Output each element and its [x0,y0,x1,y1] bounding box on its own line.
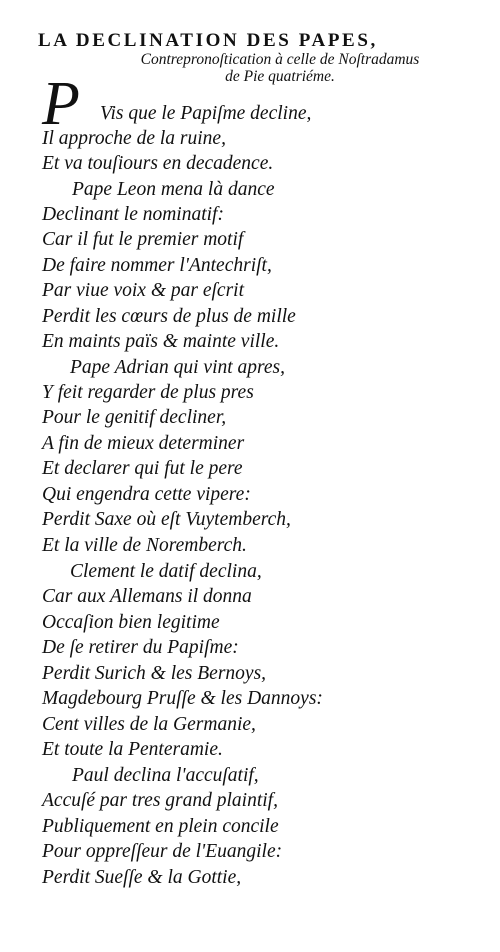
verse-line: Pape Adrian qui vint apres, [70,357,286,378]
subtitle-line-2: de Pie quatriéme. [225,68,335,85]
verse-line: En maints païs & mainte ville. [42,331,280,352]
verse-line: Magdebourg Pruſſe & les Dannoys: [42,688,323,709]
verse-line: Publiquement en plein concile [42,816,279,837]
verse-line: Clement le datif declina, [70,561,262,582]
subtitle-line-1: Contrepronoſtication à celle de Noſtradamus [140,51,420,68]
verse-line: Accuſé par tres grand plaintif, [42,790,278,811]
verse-line: Vis que le Papiſme decline, [100,103,312,124]
page-title: LA DECLINATION DES PAPES, [38,30,378,51]
verse-line: Occaſion bien legitime [42,612,220,633]
verse-line: Et declarer qui fut le pere [42,458,243,479]
verse-line: Il approche de la ruine, [42,128,226,149]
verse-line: Et toute la Penteramie. [42,739,223,760]
verse-line: Declinant le nominatif: [42,204,224,225]
verse-line: Et va touſiours en decadence. [42,153,274,174]
verse-line: A fin de mieux determiner [42,433,245,454]
verse-line: Y feit regarder de plus pres [42,382,254,403]
verse-line: Cent villes de la Germanie, [42,714,256,735]
verse-line: Pour le genitif decliner, [42,407,227,428]
verse-line: Pour oppreſſeur de l'Euangile: [42,841,283,862]
verse-line: Perdit Saxe où eſt Vuytemberch, [42,509,291,530]
verse-line: De ſe retirer du Papiſme: [42,637,239,658]
verse-line: Qui engendra cette vipere: [42,484,251,505]
verse-line: Pape Leon mena là dance [72,179,275,200]
verse-line: De faire nommer l'Antechriſt, [42,255,272,276]
verse-line: Et la ville de Noremberch. [42,535,247,556]
verse-line: Perdit Sueſſe & la Gottie, [42,867,242,888]
verse-line: Par viue voix & par eſcrit [42,280,244,301]
verse-line: Car il fut le premier motif [42,229,244,250]
verse-line: Paul declina l'accuſatif, [72,765,259,786]
verse-line: Perdit les cœurs de plus de mille [42,306,296,327]
verse-line: Perdit Surich & les Bernoys, [42,663,267,684]
drop-cap: P [42,70,80,138]
verse-line: Car aux Allemans il donna [42,586,252,607]
